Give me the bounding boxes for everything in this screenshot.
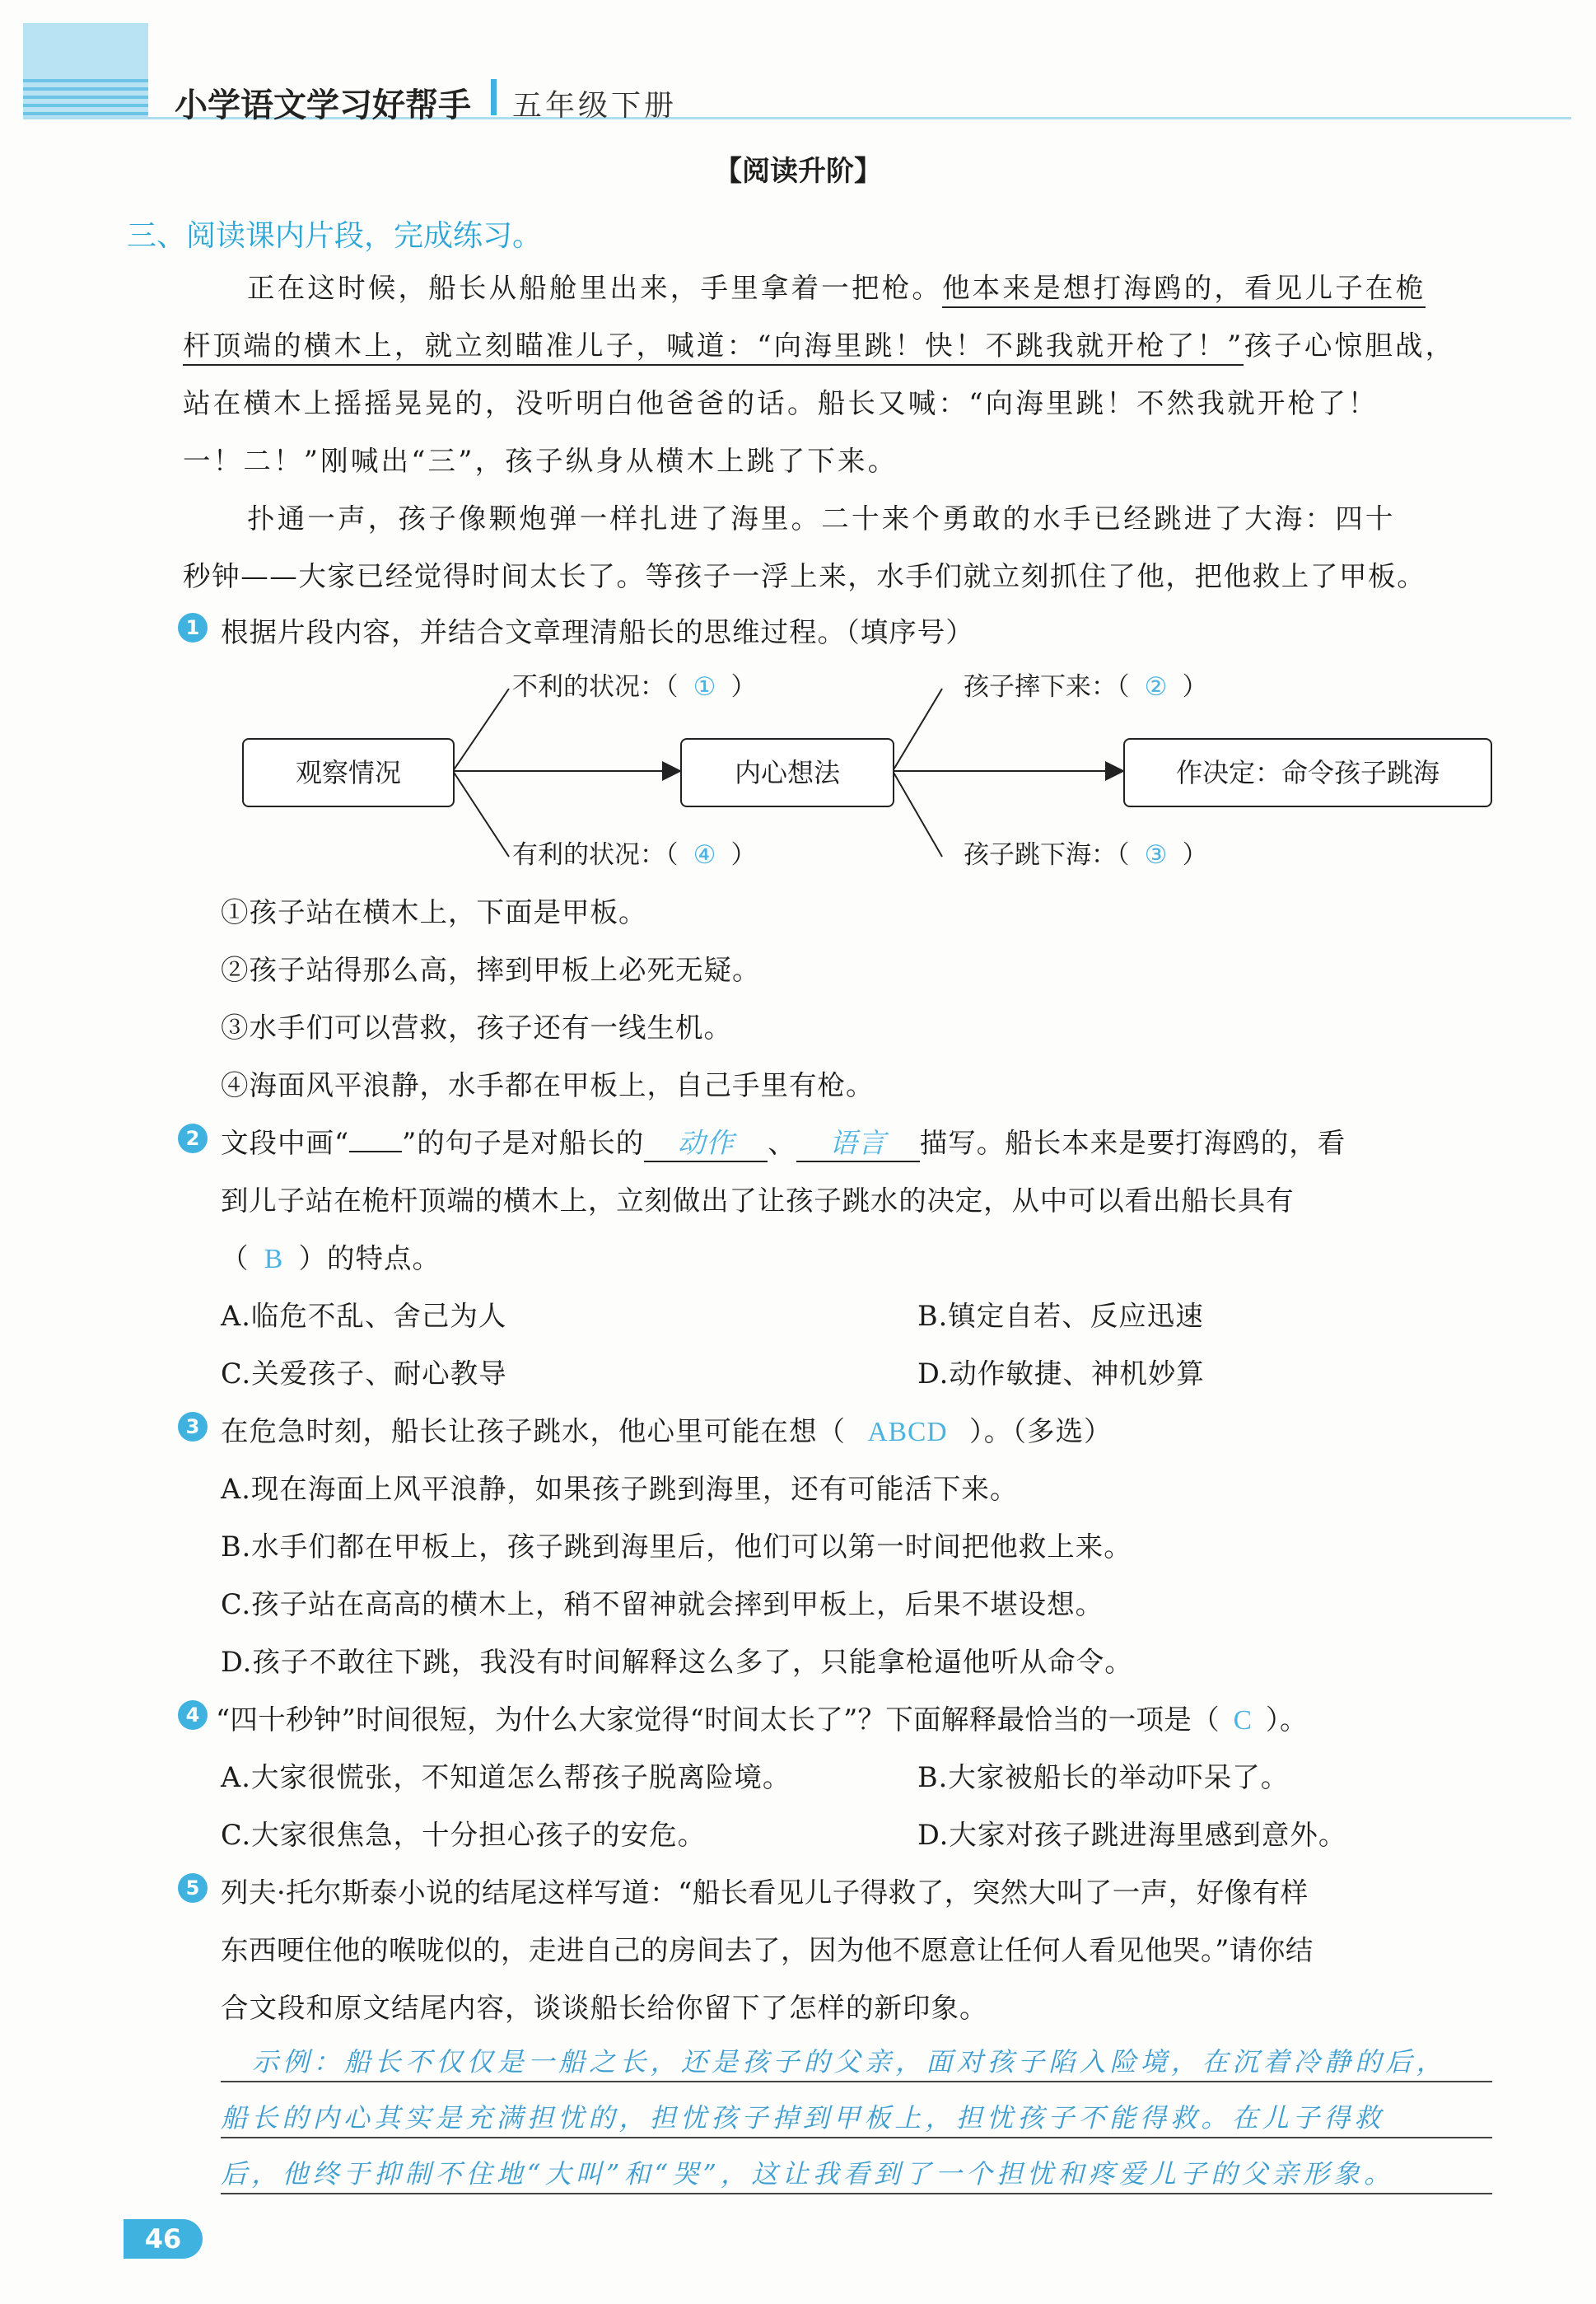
underlined-sentence: 杆顶端的横木上，就立刻瞄准儿子，喊道：“向海里跳！快！不跳我就开枪了！” (183, 329, 1244, 366)
label-unfavorable: 不利的状况：（ ① ） (512, 672, 757, 702)
answer-line-2: 船长的内心其实是充满担忧的，担忧孩子掉到甲板上，担忧孩子不能得救。在儿子得救 (221, 2102, 1385, 2133)
question-number-badge: 1 (178, 613, 208, 643)
label-favorable: 有利的状况：（ ④ ） (512, 840, 757, 870)
q4-option: A.大家很慌张，不知道怎么帮孩子脱离险境。 (221, 1761, 791, 1793)
passage-text: 正在这时候，船长从船舱里出来，手里拿着一把枪。 (247, 272, 943, 304)
label-jump: 孩子跳下海：（ ③ ） (964, 840, 1208, 870)
passage-line-5: 扑通一声，孩子像颗炮弹一样扎进了海里。二十来个勇敢的水手已经跳进了大海：四十 (247, 502, 1396, 535)
q4-option: D.大家对孩子跳进海里感到意外。 (917, 1819, 1347, 1851)
writing-rule (221, 2081, 1492, 2082)
q3-option: B.水手们都在甲板上，孩子跳到海里后，他们可以第一时间把他救上来。 (221, 1531, 1132, 1563)
q3-option: C.孩子站在高高的横木上，稍不留神就会摔到甲板上，后果不堪设想。 (221, 1588, 1104, 1620)
q3-stem: 在危急时刻，船长让孩子跳水，他心里可能在想（ ABCD ）。（多选） (221, 1415, 1113, 1447)
q2-option: A.临危不乱、舍己为人 (221, 1300, 507, 1332)
q1-option: ④海面风平浪静，水手都在甲板上，自己手里有枪。 (221, 1069, 875, 1101)
writing-rule (221, 2137, 1492, 2138)
label-fall: 孩子摔下来：（ ② ） (964, 672, 1208, 702)
passage-line-6: 秒钟——大家已经觉得时间太长了。等孩子一浮上来，水手们就立刻抓住了他，把他救上了甲板。 (183, 560, 1426, 592)
answer-blank-action: 动作 (644, 1120, 768, 1162)
writing-rule (221, 2193, 1492, 2194)
box-observe: 观察情况 (242, 738, 455, 807)
question-number-badge: 3 (178, 1412, 208, 1442)
part-heading: 三、阅读课内片段，完成练习。 (127, 219, 543, 253)
q5-line-1: 列夫·托尔斯泰小说的结尾这样写道：“船长看见儿子得救了，突然大叫了一声，好像有样 (221, 1876, 1309, 1909)
underlined-sentence: 他本来是想打海鸥的，看见儿子在桅 (942, 272, 1426, 308)
grade-label: 五年级下册 (512, 89, 678, 123)
answer-jump: ③ (1144, 840, 1168, 869)
box-decide: 作决定：命令孩子跳海 (1123, 738, 1492, 807)
answer-unfavorable: ① (693, 672, 716, 701)
q2-option: B.镇定自若、反应迅速 (917, 1300, 1204, 1332)
answer-fall: ② (1144, 672, 1168, 701)
q4-stem: “四十秒钟”时间很短，为什么大家觉得“时间太长了”？下面解释最恰当的一项是（ C ）。 (216, 1703, 1308, 1736)
answer-q3: ABCD (867, 1417, 948, 1447)
q5-line-2: 东西哽住他的喉咙似的，走进自己的房间去了，因为他不愿意让任何人看见他哭。”请你结 (221, 1934, 1314, 1966)
question-number-badge: 5 (178, 1873, 208, 1903)
q2-line-1: 文段中画“ ”的句子是对船长的 动作 、 语言 描写。船长本来是要打海鸥的，看 (221, 1120, 1346, 1162)
q4-option: B.大家被船长的举动吓呆了。 (917, 1761, 1290, 1793)
q1-option: ③水手们可以营救，孩子还有一线生机。 (221, 1012, 732, 1044)
box-think: 内心想法 (680, 738, 894, 807)
section-title: 【阅读升阶】 (714, 155, 882, 188)
answer-blank-language: 语言 (796, 1120, 920, 1162)
question-number-badge: 4 (178, 1700, 208, 1730)
answer-line-3: 后，他终于抑制不住地“大叫”和“哭”，这让我看到了一个担忧和疼爱儿子的父亲形象。 (221, 2158, 1395, 2190)
q5-line-3: 合文段和原文结尾内容，谈谈船长给你留下了怎样的新印象。 (221, 1992, 988, 2024)
answer-favorable: ④ (693, 840, 716, 869)
question-number-badge: 2 (178, 1124, 208, 1153)
answer-q4: C (1233, 1705, 1253, 1736)
q2-option: C.关爱孩子、耐心教导 (221, 1358, 507, 1390)
q3-option: A.现在海面上风平浪静，如果孩子跳到海里，还有可能活下来。 (221, 1473, 1019, 1505)
answer-q2: B (264, 1244, 284, 1274)
passage-line-3: 站在横木上摇摇晃晃的，没听明白他爸爸的话。船长又喊：“向海里跳！不然我就开枪了！ (183, 387, 1379, 419)
q3-option: D.孩子不敢往下跳，我没有时间解释这么多了，只能拿枪逼他听从命令。 (221, 1646, 1133, 1678)
answer-line-1: 示例：船长不仅仅是一船之长，还是孩子的父亲，面对孩子陷入险境，在沉着冷静的后， (252, 2046, 1447, 2077)
page-number: 46 (124, 2219, 203, 2259)
q2-option: D.动作敏捷、神机妙算 (917, 1358, 1205, 1390)
q4-option: C.大家很焦急，十分担心孩子的安危。 (221, 1819, 707, 1851)
q1-option: ②孩子站得那么高，摔到甲板上必死无疑。 (221, 954, 761, 986)
q1-stem: 根据片段内容，并结合文章理清船长的思维过程。（填序号） (221, 616, 974, 648)
q2-line-3: （ B ）的特点。 (221, 1242, 441, 1274)
series-title: 小学语文学习好帮手 (175, 86, 471, 124)
passage-text: 孩子心惊胆战， (1244, 329, 1456, 362)
q2-line-2: 到儿子站在桅杆顶端的横木上，立刻做出了让孩子跳水的决定，从中可以看出船长具有 (221, 1185, 1295, 1217)
underline-sample (349, 1151, 402, 1152)
passage-line-4: 一！二！”刚喊出“三”，孩子纵身从横木上跳了下来。 (183, 445, 898, 477)
q1-option: ①孩子站在横木上，下面是甲板。 (221, 896, 647, 928)
